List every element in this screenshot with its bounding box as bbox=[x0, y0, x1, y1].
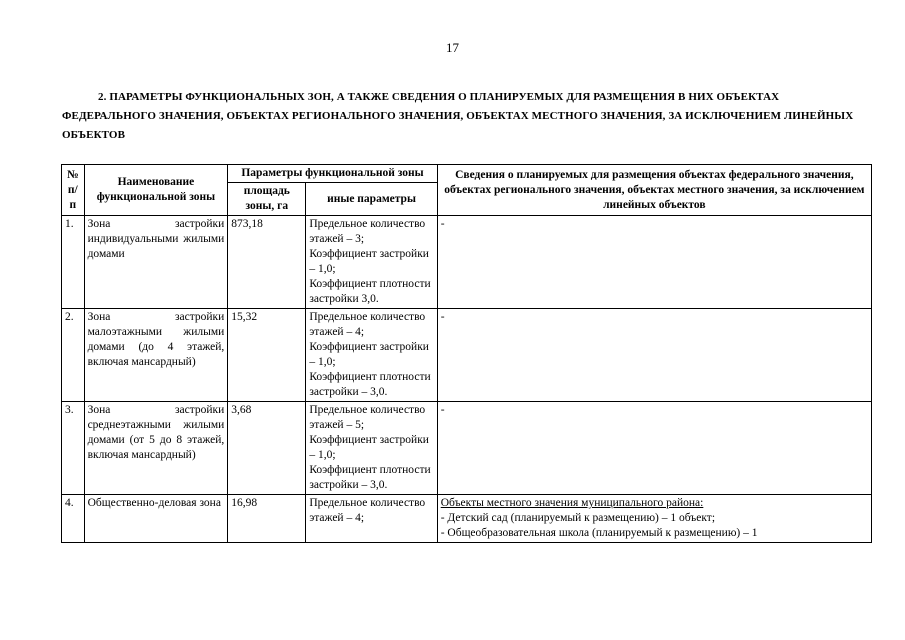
param-line: Коэффициент плотности застройки – 3,0. bbox=[309, 464, 431, 491]
info-line: - bbox=[440, 311, 445, 323]
param-line: Предельное количество этажей – 3; bbox=[309, 218, 426, 245]
row-num: 4. bbox=[62, 495, 85, 543]
table-row bbox=[62, 216, 872, 309]
row-params bbox=[306, 216, 437, 309]
row-zone-name: Зона застройки индивидуальными жилыми домами bbox=[84, 216, 228, 309]
param-line: Предельное количество этажей – 4; bbox=[309, 497, 426, 524]
row-planned-objects bbox=[437, 216, 871, 309]
row-area: 16,98 bbox=[228, 495, 306, 543]
table-header-row bbox=[62, 165, 872, 183]
zones-table bbox=[61, 164, 872, 543]
param-line: Коэффициент застройки – 1,0; bbox=[309, 248, 429, 275]
param-line: Коэффициент плотности застройки – 3,0. bbox=[309, 371, 431, 398]
row-planned-objects bbox=[437, 402, 871, 495]
info-line: - Детский сад (планируемый к размещению) – 1 объект; bbox=[440, 512, 716, 524]
row-num: 2. bbox=[62, 309, 85, 402]
row-num: 3. bbox=[62, 402, 85, 495]
table-row bbox=[62, 495, 872, 543]
header-planned-objects: Сведения о планируемых для размещения объектах федерального значения, объектах регионального значения, объектах местного значения, за исключением линейных объектов bbox=[437, 165, 871, 216]
row-area: 3,68 bbox=[228, 402, 306, 495]
section-heading-number: 2. bbox=[98, 91, 107, 103]
header-other-params: иные параметры bbox=[306, 183, 437, 216]
param-line: Предельное количество этажей – 4; bbox=[309, 311, 426, 338]
info-line: - bbox=[440, 404, 445, 416]
row-planned-objects bbox=[437, 495, 871, 543]
row-planned-objects bbox=[437, 309, 871, 402]
info-title: Объекты местного значения муниципального района: bbox=[440, 497, 704, 509]
param-line: Коэффициент застройки – 1,0; bbox=[309, 341, 429, 368]
row-params bbox=[306, 495, 437, 543]
param-line: Коэффициент плотности застройки 3,0. bbox=[309, 278, 431, 305]
section-heading-text: ПАРАМЕТРЫ ФУНКЦИОНАЛЬНЫХ ЗОН, А ТАКЖЕ СВЕДЕНИЯ О ПЛАНИРУЕМЫХ ДЛЯ РАЗМЕЩЕНИЯ В НИХ ОБЪЕКТАХ ФЕДЕРАЛЬНОГО ЗНАЧЕНИЯ, ОБЪЕКТАХ РЕГИОНАЛЬНОГО ЗНАЧЕНИЯ, ОБЪЕКТАХ МЕСТНОГО ЗНАЧЕНИЯ, ЗА ИСКЛЮЧЕНИЕМ ЛИНЕЙНЫХ ОБЪЕКТОВ bbox=[62, 91, 854, 141]
table-row bbox=[62, 402, 872, 495]
header-zone-name: Наименование функциональной зоны bbox=[84, 165, 228, 216]
header-area: площадь зоны, га bbox=[228, 183, 306, 216]
header-zone-params: Параметры функциональной зоны bbox=[228, 165, 437, 183]
row-area: 873,18 bbox=[228, 216, 306, 309]
param-line: Коэффициент застройки – 1,0; bbox=[309, 434, 429, 461]
row-area: 15,32 bbox=[228, 309, 306, 402]
info-line: - bbox=[440, 218, 445, 230]
row-params bbox=[306, 402, 437, 495]
header-num: № п/п bbox=[62, 165, 85, 216]
row-num: 1. bbox=[62, 216, 85, 309]
row-zone-name: Зона застройки среднеэтажными жилыми домами (от 5 до 8 этажей, включая мансардный) bbox=[84, 402, 228, 495]
info-line: - Общеобразовательная школа (планируемый к размещению) – 1 bbox=[440, 527, 758, 539]
row-zone-name: Зона застройки малоэтажными жилыми домами (до 4 этажей, включая мансардный) bbox=[84, 309, 228, 402]
row-params bbox=[306, 309, 437, 402]
page-number: 17 bbox=[446, 40, 459, 55]
table-row bbox=[62, 309, 872, 402]
param-line: Предельное количество этажей – 5; bbox=[309, 404, 426, 431]
section-heading bbox=[62, 88, 872, 145]
row-zone-name: Общественно-деловая зона bbox=[84, 495, 228, 543]
